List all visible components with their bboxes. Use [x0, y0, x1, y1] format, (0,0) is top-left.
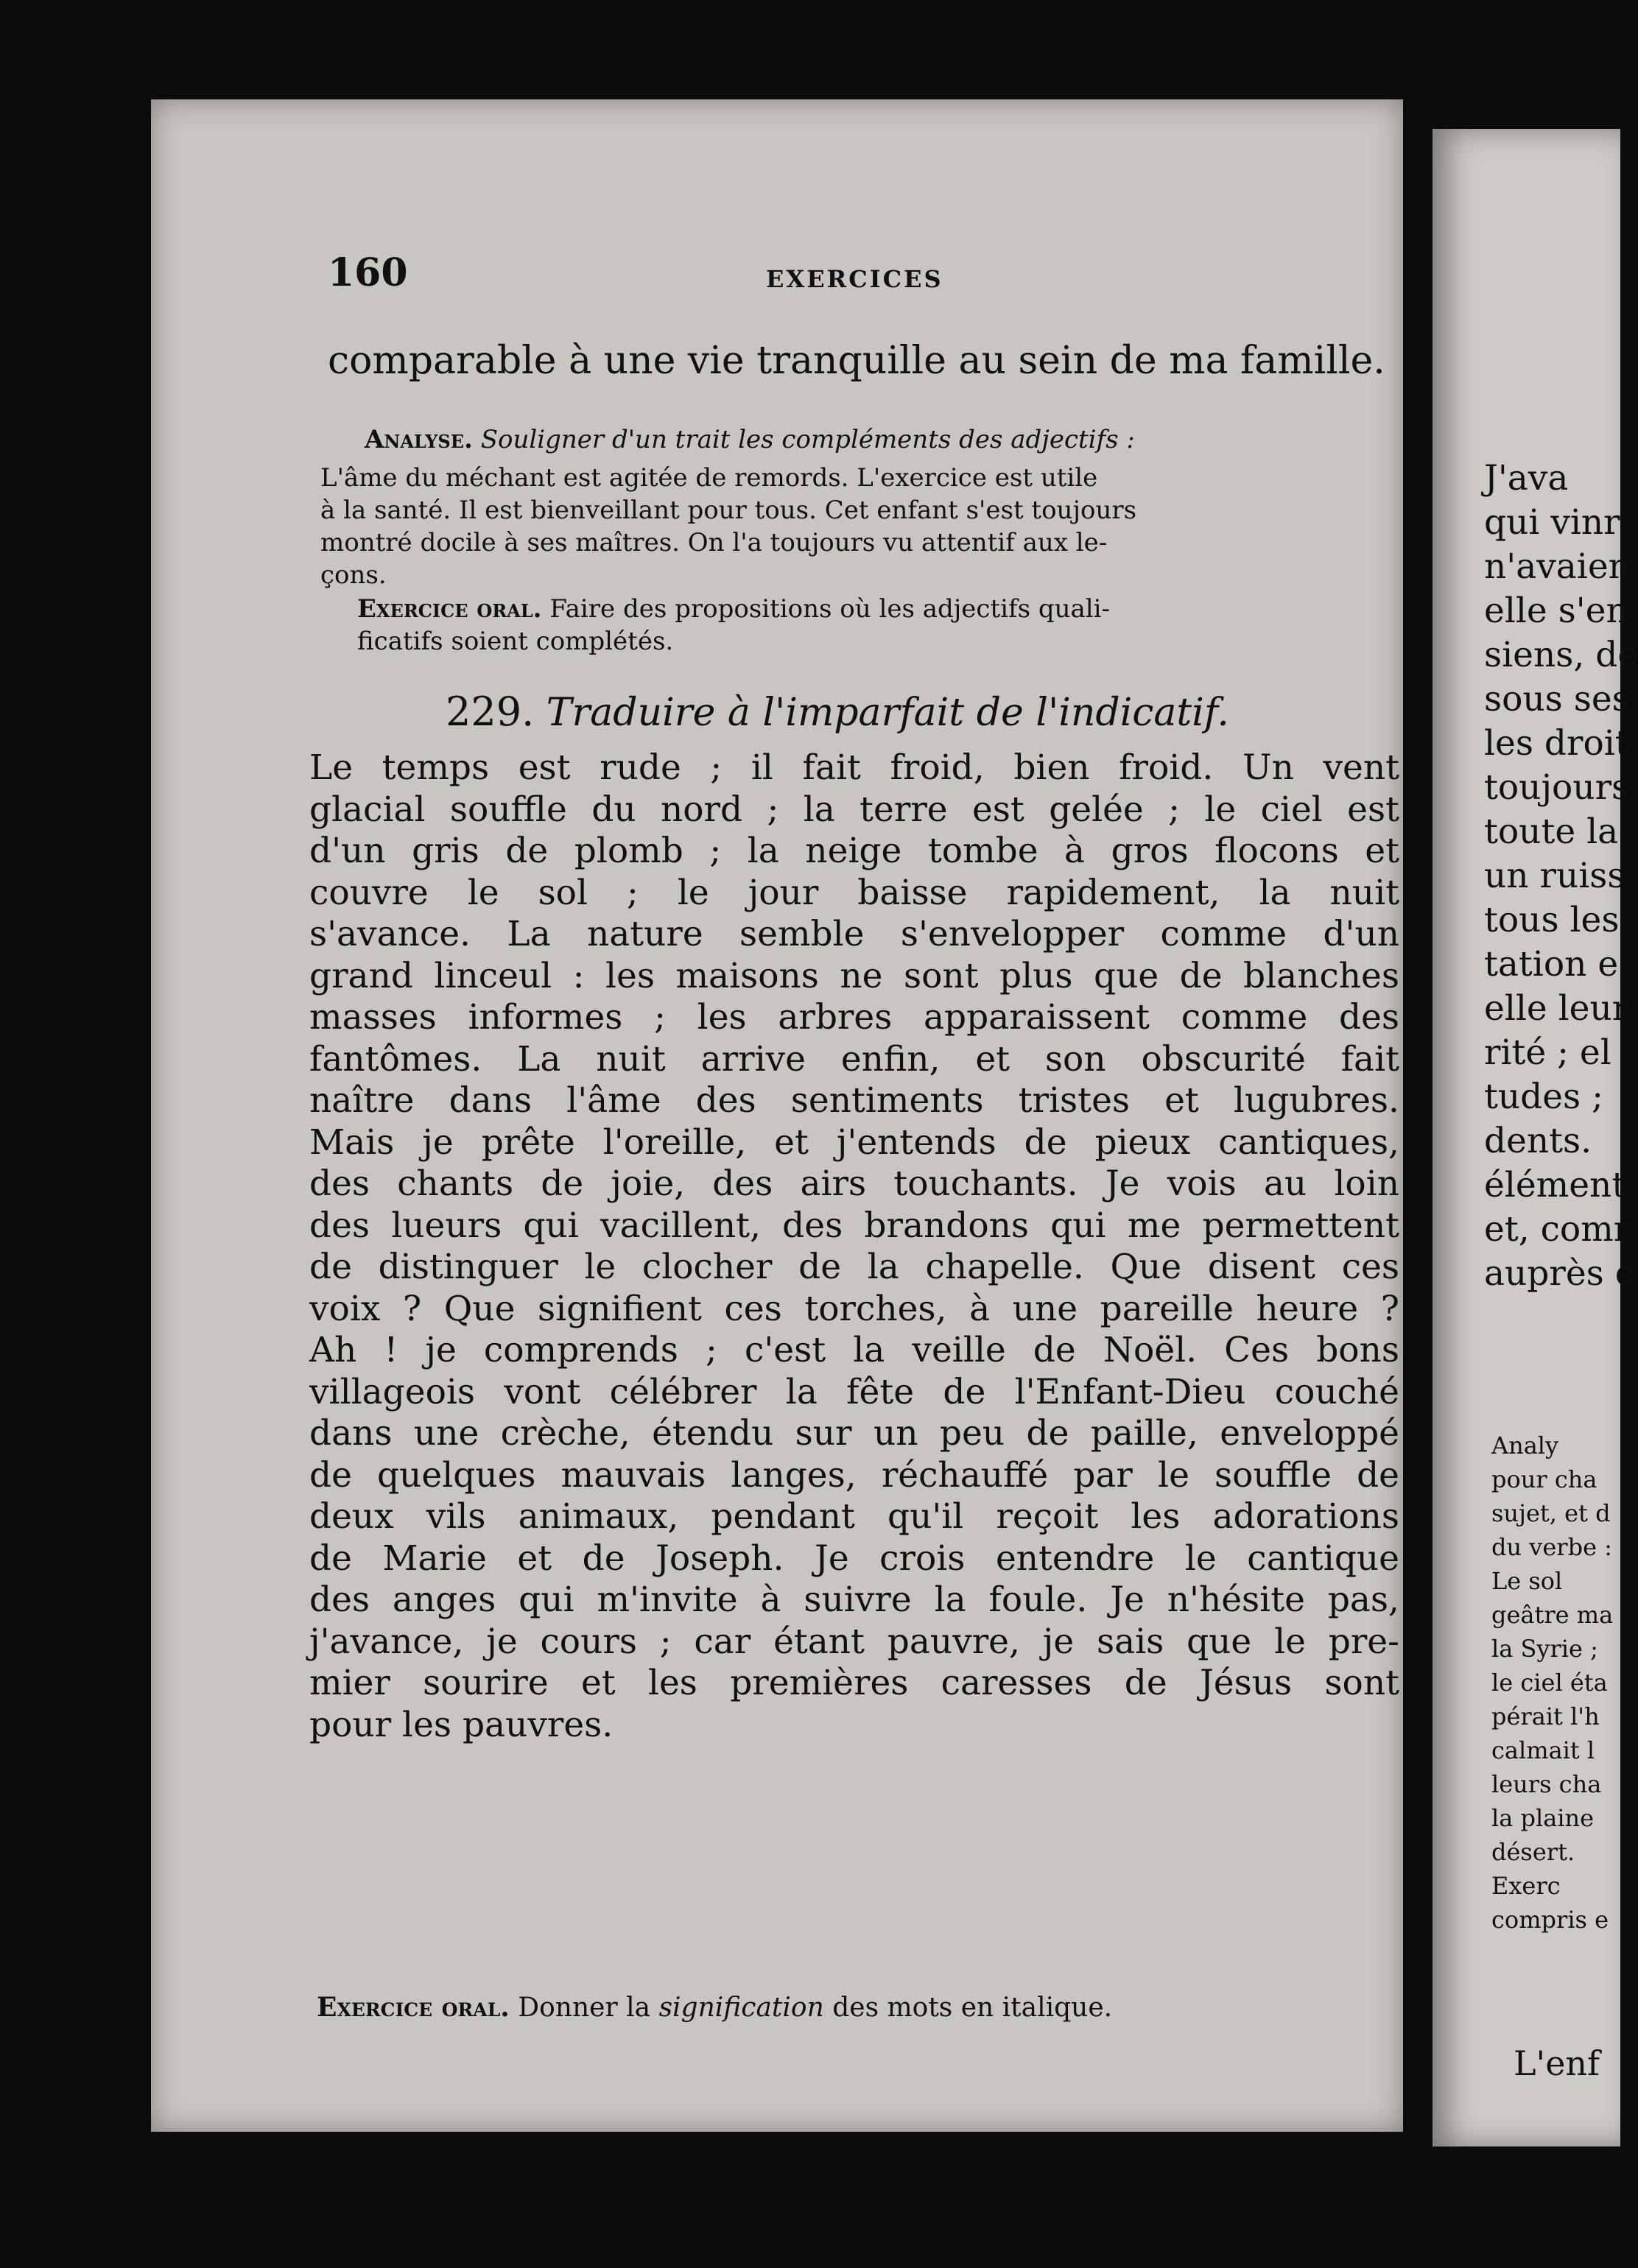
exercise-line: glacial souffle du nord ; la terre est gelée ; le ciel est	[309, 789, 1399, 830]
exercise-line: j'avance, je cours ; car étant pauvre, je sais que le pre-	[309, 1621, 1399, 1662]
oral2-label: Exercice oral.	[317, 1992, 510, 2023]
exercise-line: masses informes ; les arbres apparaissent comme des	[309, 997, 1399, 1038]
exercice-oral-1	[357, 593, 1433, 658]
oral1-line: Faire des propositions où les adjectifs quali-	[549, 594, 1111, 624]
continuation-line: comparable à une vie tranquille au sein de ma famille.	[328, 339, 1385, 383]
exercise-title	[446, 688, 1229, 735]
right-page-small-line: Analy	[1491, 1431, 1559, 1459]
analyse-instruction: Souligner d'un trait les compléments des adjectifs :	[480, 425, 1135, 454]
right-page-line: qui vinr	[1484, 502, 1620, 543]
right-page-small-line: pour cha	[1491, 1465, 1597, 1493]
exercise-line: Ah ! je comprends ; c'est la veille de Noël. Ces bons	[309, 1330, 1399, 1370]
exercise-line: de quelques mauvais langes, réchauffé par le souffle de	[309, 1454, 1399, 1496]
right-page-small-line: Le sol	[1491, 1567, 1563, 1595]
right-page-line: J'ava	[1484, 458, 1569, 499]
right-page-small-line: compris e	[1491, 1906, 1609, 1934]
right-page-line: siens, de	[1484, 635, 1638, 675]
exercise-line: s'avance. La nature semble s'envelopper comme d'un	[309, 914, 1399, 954]
exercice-oral-2	[317, 1992, 1112, 2023]
exercise-line: mier sourire et les premières caresses de Jésus sont	[309, 1663, 1399, 1703]
analyse-line: à la santé. Il est bienveillant pour tous. Cet enfant s'est toujours	[320, 496, 1137, 525]
oral1-label: Exercice oral.	[357, 594, 542, 624]
analyse-label: Analyse.	[365, 425, 473, 454]
exercise-line: pour les pauvres.	[309, 1704, 614, 1745]
oral2-text-after: des mots en italique.	[832, 1993, 1113, 2023]
right-page-line: dents.	[1484, 1121, 1592, 1161]
right-page-line: un ruiss	[1484, 856, 1625, 896]
right-page-line: tous les	[1484, 900, 1620, 940]
right-page-line: sous ses	[1484, 679, 1630, 719]
right-page-line: elle leur	[1484, 988, 1629, 1029]
exercise-line: fantômes. La nuit arrive enfin, et son obscurité fait	[309, 1038, 1399, 1080]
right-page-small-line: la Syrie ;	[1491, 1635, 1598, 1663]
right-page-line: toute la	[1484, 811, 1619, 852]
running-title: EXERCICES	[766, 265, 943, 293]
exercise-number: 229.	[446, 688, 535, 735]
exercise-text	[309, 747, 1399, 1746]
right-page-line: tation e	[1484, 944, 1619, 985]
right-page-small-line: geâtre ma	[1491, 1601, 1614, 1629]
exercise-line: des lueurs qui vacillent, des brandons qui me permettent	[309, 1205, 1399, 1246]
right-page-lines	[1484, 457, 1638, 1296]
analyse-heading	[365, 423, 1433, 456]
right-page-line: les droit	[1484, 723, 1629, 764]
exercise-line: Mais je prête l'oreille, et j'entends de pieux cantiques,	[309, 1121, 1399, 1163]
exercise-line: deux vils animaux, pendant qu'il reçoit les adorations	[309, 1496, 1399, 1537]
analyse-line: L'âme du méchant est agitée de remords. L'exercice est utile	[320, 463, 1098, 493]
exercise-line: villageois vont célébrer la fête de l'Enfant-Dieu couché	[309, 1371, 1399, 1412]
exercise-line: de distinguer le clocher de la chapelle. Que disent ces	[309, 1247, 1399, 1287]
right-page-small-line: sujet, et d	[1491, 1499, 1611, 1527]
right-page-small-line: Exerc	[1491, 1872, 1561, 1900]
right-page-small-lines	[1491, 1429, 1613, 1937]
exercise-line: des anges qui m'invite à suivre la foule. Je n'hésite pas,	[309, 1580, 1399, 1620]
right-page-fragment	[1433, 129, 1638, 2146]
right-page-line: rité ; el	[1484, 1032, 1611, 1073]
exercise-line: naître dans l'âme des sentiments tristes et lugubres.	[309, 1080, 1399, 1121]
exercise-line: Le temps est rude ; il fait froid, bien froid. Un vent	[309, 747, 1399, 788]
exercise-line: dans une crèche, étendu sur un peu de paille, enveloppé	[309, 1413, 1399, 1454]
right-page-small-line: leurs cha	[1491, 1770, 1602, 1798]
right-page-line: et, comr	[1484, 1209, 1631, 1250]
exercise-line: couvre le sol ; le jour baisse rapidement, la nuit	[309, 872, 1399, 913]
right-page-line: élément	[1484, 1165, 1626, 1205]
exercise-line: de Marie et de Joseph. Je crois entendre le cantique	[309, 1538, 1399, 1579]
oral2-text-before: Donner la	[518, 1993, 651, 2023]
left-page	[151, 99, 1403, 2132]
right-page-small-line: du verbe :	[1491, 1533, 1612, 1561]
analyse-body	[320, 462, 1425, 591]
analyse-line: montré docile à ses maîtres. On l'a toujours vu attentif aux le-	[320, 528, 1108, 557]
exercise-line: des chants de joie, des airs touchants. Je vois au loin	[309, 1163, 1399, 1204]
right-page-small-line: la plaine	[1491, 1804, 1595, 1832]
exercise-line: grand linceul : les maisons ne sont plus que de blanches	[309, 955, 1399, 996]
right-page-small-line: le ciel éta	[1491, 1669, 1608, 1697]
exercise-line: d'un gris de plomb ; la neige tombe à gros flocons et	[309, 831, 1399, 871]
right-page-small-line: désert.	[1491, 1838, 1575, 1866]
right-page-line: elle s'en	[1484, 591, 1628, 631]
exercise-heading: Traduire à l'imparfait de l'indicatif.	[546, 691, 1229, 735]
page-number: 160	[328, 250, 408, 295]
right-page-line: n'avaien	[1484, 546, 1631, 587]
right-page-line: tudes ;	[1484, 1077, 1603, 1117]
right-page-bottom: L'enf	[1514, 2043, 1600, 2083]
right-page-line: toujours	[1484, 767, 1630, 808]
exercise-line: voix ? Que signifient ces torches, à une pareille heure ?	[309, 1288, 1399, 1329]
right-page-line: auprès c	[1484, 1253, 1635, 1294]
oral1-line: ficatifs soient complétés.	[357, 627, 674, 656]
right-page-small-line: calmait l	[1491, 1736, 1595, 1764]
oral2-italic-word: signification	[658, 1993, 824, 2023]
analyse-line: çons.	[320, 560, 387, 590]
right-page-small-line: pérait l'h	[1491, 1702, 1600, 1730]
